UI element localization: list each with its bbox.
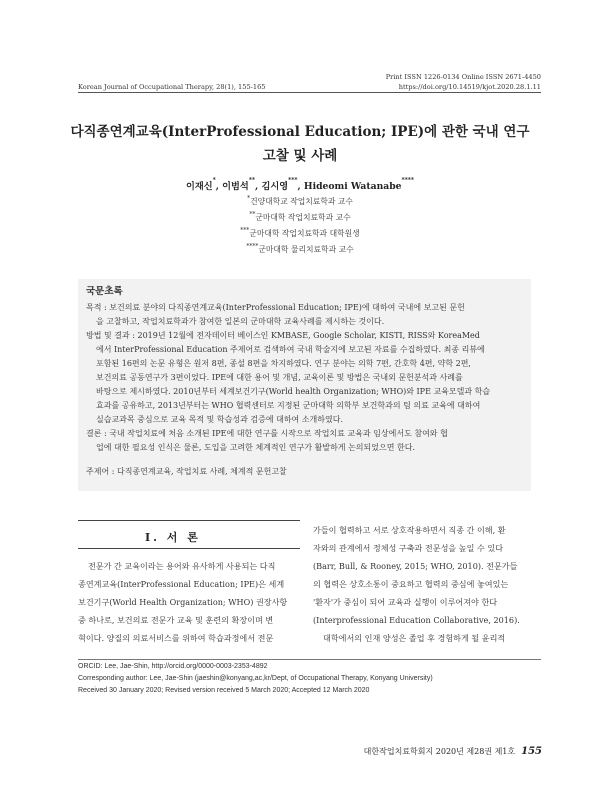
abstract-line: 보건의료 공동연구가 3편이었다. IPE에 대한 용어 및 개념, 교육이론 및 방법은 국내외 문헌분석과 사례를 [96, 373, 463, 382]
body-text-line: 대학에서의 인재 양성은 졸업 후 경험하게 될 윤리적 [323, 633, 506, 643]
body-text-line: 혁이다. 양질의 의료서비스를 위하여 학습과정에서 전문 [78, 633, 274, 643]
author-marker: *** [288, 177, 298, 184]
author-separator: , [255, 181, 262, 192]
body-text-line: (Interprofessional Education Collaborative, 2016). [313, 615, 520, 625]
author-name: 이범석 [222, 181, 249, 192]
abstract-line: 업에 대한 필요성 인식은 물론, 도입을 고려한 체계적인 연구가 활발하게 논의되었으면 한다. [96, 443, 415, 452]
body-text-line: 자와의 관계에서 정체성 구축과 전문성을 높일 수 있다 [313, 543, 504, 553]
author-list [40, 178, 560, 192]
abstract-heading: 국문초록 [86, 286, 123, 297]
abstract-line: 목적 : 보건의료 분야의 다직종연계교육(InterProfessional Education; IPE)에 대하여 국내에 보고된 문헌 [86, 303, 465, 312]
abstract-line: 방법 및 결과 : 2019년 12월에 전자데이터 베이스인 KMBASE, Google Scholar, KISTI, RISS와 KoreaMed [86, 331, 480, 340]
abstract-line: 을 고찰하고, 작업치료학과가 참여한 일본의 군마대학 교육사례를 제시하는 것이다. [96, 317, 385, 326]
affiliation-marker: **** [246, 243, 259, 250]
author-separator: , [297, 181, 304, 192]
section-rule-bottom [78, 548, 300, 549]
paper-title-line2: 고찰 및 사례 [262, 148, 338, 164]
journal-name: 대한작업치료학회지 2020년 제28권 제1호 [363, 747, 516, 756]
author-separator: , [215, 181, 223, 192]
abstract-line: 에서 InterProfessional Education 주제어로 검색하여 국내 학술지에 보고된 자료를 수집하였다. 최종 리뷰에 [96, 345, 485, 354]
body-text-line: (Barr, Bull, & Rooney, 2015; WHO, 2010). 전문가들 [313, 561, 518, 571]
footnote-rule [78, 659, 541, 660]
abstract-line: 효과를 공유하고, 2013년부터는 WHO 협력센터로 지정된 군마대학 의학부 보건학과의 팀 의료 교육에 대하여 [96, 401, 481, 410]
orcid-footnote: ORCID: Lee, Jae-Shin, http://orcid.org/0000-0003-2353-4892 [78, 663, 268, 670]
abstract-line: 결론 : 국내 작업치료에 처음 소개된 IPE에 대한 연구를 시작으로 작업치료 교육과 임상에서도 참여와 협 [86, 429, 448, 438]
paper-title-line1: 다직종연계교육(InterProfessional Education; IPE)에 관한 국내 연구 [70, 124, 530, 140]
author-name: Hideomi Watanabe [303, 181, 402, 192]
affiliation-text: 군마대학 작업치료학과 대학원생 [249, 229, 360, 238]
affiliation-text: 건양대학교 작업치료학과 교수 [250, 197, 353, 206]
abstract-line: 바탕으로 제시하였다. 2010년부터 세계보건기구(World health Organization; WHO)와 IPE 교육모델과 학습 [96, 387, 491, 396]
journal-footer [364, 746, 542, 757]
affiliation-marker: *** [240, 227, 250, 234]
author-marker: ** [248, 177, 256, 184]
affiliation-text: 군마대학 작업치료학과 교수 [255, 213, 351, 222]
body-text-line: 가들이 협력하고 서로 상호작용하면서 직종 간 이해, 환 [313, 525, 506, 535]
affiliation [40, 244, 560, 255]
affiliation-text: 군마대학 물리치료학과 교수 [258, 245, 354, 254]
abstract-line: 실습교과목 중심으로 교육 목적 및 학습성과 검증에 대하여 소개하였다. [96, 415, 343, 424]
journal-citation: Korean Journal of Occupational Therapy, 28(1), 155-165 [78, 83, 266, 91]
body-text-line: 전문가 간 교육이라는 용어와 유사하게 사용되는 다직 [88, 561, 276, 571]
affiliation [40, 228, 560, 239]
body-text-line: 중 하나로, 보건의료 전문가 교육 및 훈련의 확장이며 변 [78, 615, 274, 625]
doi-link[interactable]: https://doi.org/10.14519/kjot.2020.28.1.11 [398, 83, 541, 91]
section-heading: Ⅰ. 서 론 [145, 531, 201, 544]
author-marker: **** [401, 177, 415, 184]
page-number: 155 [521, 746, 542, 757]
affiliation-marker: ** [249, 211, 256, 218]
affiliation [40, 196, 560, 207]
author-name: 이재신 [185, 181, 213, 192]
body-text-line: 보건기구(World Health Organization; WHO) 권장사항 [78, 597, 288, 607]
corresponding-author-footnote: Corresponding author: Lee, Jae-Shin (jaeshin@konyang,ac,kr/Dept, of Occupational Therapy, Konyang University) [78, 675, 433, 682]
received-dates-footnote: Received 30 January 2020; Revised version received 5 March 2020; Accepted 12 March 2020 [78, 687, 370, 694]
section-rule-top [78, 520, 300, 521]
body-text-line: 종연계교육(InterProfessional Education; IPE)은 세계 [78, 579, 285, 589]
author-marker: * [212, 177, 216, 184]
abstract-line: 포함된 16편의 논문 유형은 원저 8편, 종설 8편을 차지하였다. 연구 분야는 의학 7편, 간호학 4편, 약학 2편, [96, 359, 471, 368]
affiliation-marker: * [247, 195, 251, 202]
keywords: 주제어 : 다직종연계교육, 작업치료 사례, 체계적 문헌고찰 [86, 467, 287, 476]
body-text-line: 의 협력은 상호소통이 중요하고 협력의 중심에 놓여있는 [313, 579, 509, 589]
affiliation [40, 212, 560, 223]
author-name: 김시영 [261, 181, 289, 192]
header-rule [78, 92, 541, 93]
issn-line: Print ISSN 1226-0134 Online ISSN 2671-4450 [385, 73, 541, 81]
body-text-line: '환자'가 중심이 되어 교육과 실행이 이루어져야 한다 [313, 597, 498, 607]
